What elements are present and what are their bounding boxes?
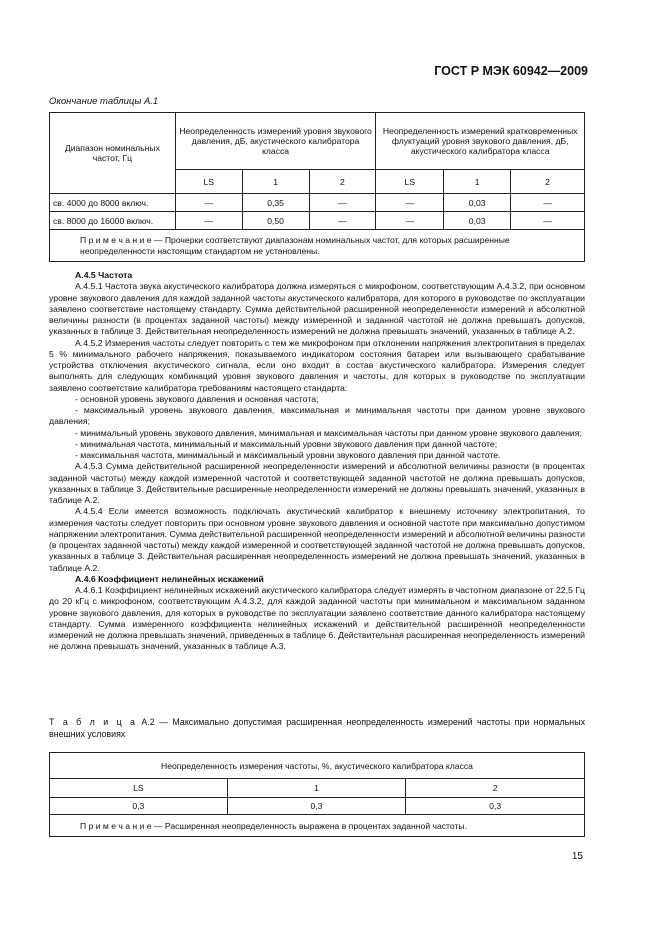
caption-label: Т а б л и ц а [49, 717, 137, 727]
value-cell: 0,35 [242, 194, 309, 212]
value-cell: 0,50 [242, 212, 309, 230]
table-a2 [49, 752, 585, 837]
group-spl-header: Неопределенность измерений уровня звукового давления, дБ, акустического калибратора класса [175, 113, 376, 170]
note-label: П р и м е ч а н и е [80, 234, 152, 245]
table-row [50, 194, 585, 212]
standard-header: ГОСТ Р МЭК 60942—2009 [434, 64, 588, 78]
value-cell: — [309, 212, 376, 230]
table-row [50, 212, 585, 230]
value-cell: — [376, 212, 444, 230]
paragraph-a452: А.4.5.2 Измерения частоты следует повторить с тем же микрофоном при отклонении напряжения электропитания в пределах 5 % минимального рабочего напряжения, показываемого индикатором состояния батареи или вызывающего срабатывание устройства отключения акустического сигнала, если оно входит в состав акустического калибратора. Измерения следует выполнять для следующих комбинаций уровня звукового давления и частоты, для которых в руководстве по эксплуатации заявлено соответствие калибратора требованиям настоящего стандарта: [49, 337, 585, 393]
caption-text: А.2 — Максимально допустимая расширенная неопределенность измерений частоты при нормальных внешних условиях [49, 717, 586, 739]
value-cell: 0,03 [444, 194, 511, 212]
paragraph-a451: А.4.5.1 Частота звука акустического калибратора должна измеряться с микрофоном, соответствующим А.4.3.2, при основном уровне звукового давления для каждой заданной частоты акустического калибратора, для которого в руководстве по эксплуатации заявлено соответствие настоящему стандарту. Сумма действительной расширенной неопределенности измерений и абсолютной величины разности (в процентах заданной частоты) между измеренной и заданной частотой не должна превышать допусков, указанных в таблице 3. Действительная неопределенность измерений не должна превышать значений, указанных в таблице А.2. [49, 281, 585, 337]
group-fluct-header: Неопределенность измерений кратковременных флуктуаций уровня звукового давления, дБ, акустического калибратора класса [376, 113, 585, 170]
class-header: 2 [406, 779, 585, 798]
list-item: - основной уровень звукового давления и основная частота; [75, 393, 319, 404]
heading-a46: А.4.6 Коэффициент нелинейных искажений [75, 573, 264, 584]
range-cell: св. 4000 до 8000 включ. [50, 194, 176, 212]
list-item: - максимальный уровень звукового давления, максимальная и минимальная частоты при данном уровне звукового давления; [49, 405, 585, 427]
table-row [50, 798, 585, 815]
value-cell: — [175, 194, 242, 212]
list-item: - минимальный уровень звукового давления, минимальная и максимальная частоты при данном уровне звукового давления; [75, 427, 582, 438]
class-header: 1 [227, 779, 406, 798]
value-cell: — [309, 194, 376, 212]
value-cell: 0,03 [444, 212, 511, 230]
value-cell: 0,3 [50, 798, 228, 815]
paragraph-a461: А.4.6.1 Коэффициент нелинейных искажений акустического калибратора следует измерять в частотном диапазоне от 22,5 Гц до 20 кГц с микрофоном, соответствующим А.4.3.2, для каждой заданной частоты при минимальном и максимальном заданном уровне звукового давления, для которых в руководстве по эксплуатации заявлено соответствие данного калибратора настоящему стандарту. Сумма измеренного коэффициента нелинейных искажений и действительной расширенной неопределенности измерений не должна превышать значений, приведенных в таблице 6. Действительная расширенная неопределенность измерений не должна превышать значений, указанных в таблице А.3. [49, 585, 585, 652]
section-text [49, 270, 585, 653]
class-header: 1 [242, 170, 309, 194]
class-header: 1 [444, 170, 511, 194]
class-header: LS [175, 170, 242, 194]
table-a1-caption: Окончание таблицы А.1 [49, 96, 159, 107]
table-a1-note [50, 230, 585, 262]
table-a2-caption [49, 716, 585, 740]
value-cell: 0,3 [406, 798, 585, 815]
paragraph-a453: А.4.5.3 Сумма действительной расширенной неопределенности измерений и абсолютной величины разности (в процентах заданной частоты) между каждой измеренной частотой и соответствующей заданной частотой не должна превышать допусков, указанных в таблице 3. Действительные расширенные неопределенности измерений не должны превышать значений, указанных в таблице А.2. [49, 461, 585, 505]
list-item: - минимальная частота, минимальный и максимальный уровни звукового давления при данной частоте; [75, 438, 498, 449]
class-header: LS [50, 779, 228, 798]
page-number: 15 [571, 851, 583, 862]
table-a2-note [50, 815, 585, 837]
class-header: LS [376, 170, 444, 194]
table-a1 [49, 112, 585, 262]
value-cell: — [511, 194, 585, 212]
paragraph-a454: А.4.5.4 Если имеется возможность подключать акустический калибратор к внешнему источнику электропитания, то измерения частоты следует повторить при основном уровне звукового давления и основной частоте при максимально допустимом напряжении электропитания. Сумма действительной расширенной неопределенности измерений и абсолютной величины разности (в процентах заданной частоты) между каждой измеренной и соответствующей заданной частотой не должна превышать допусков, указанных в таблице 3. Действительная расширенная неопределенность измерений не должна превышать значений, указанных в таблице А.2. [49, 506, 585, 573]
class-header: 2 [511, 170, 585, 194]
value-cell: — [175, 212, 242, 230]
heading-a45: А.4.5 Частота [75, 270, 133, 280]
range-cell: св. 8000 до 16000 включ. [50, 212, 176, 230]
value-cell: — [511, 212, 585, 230]
value-cell: — [376, 194, 444, 212]
list-item: - максимальная частота, минимальный и максимальный уровни звукового давления при данной частоте. [75, 450, 501, 460]
value-cell: 0,3 [227, 798, 406, 815]
class-header: 2 [309, 170, 376, 194]
table-a2-head: Неопределенность измерения частоты, %, акустического калибратора класса [50, 753, 585, 779]
note-text: — Расширенная неопределенность выражена в процентах заданной частоты. [151, 820, 467, 831]
note-text: — Прочерки соответствуют диапазонам номинальных частот, для которых расширенные неопределенности настоящим стандартом не установлены. [80, 234, 510, 256]
note-label: П р и м е ч а н и е [80, 820, 152, 831]
col-range-header: Диапазон номинальных частот, Гц [50, 113, 176, 194]
